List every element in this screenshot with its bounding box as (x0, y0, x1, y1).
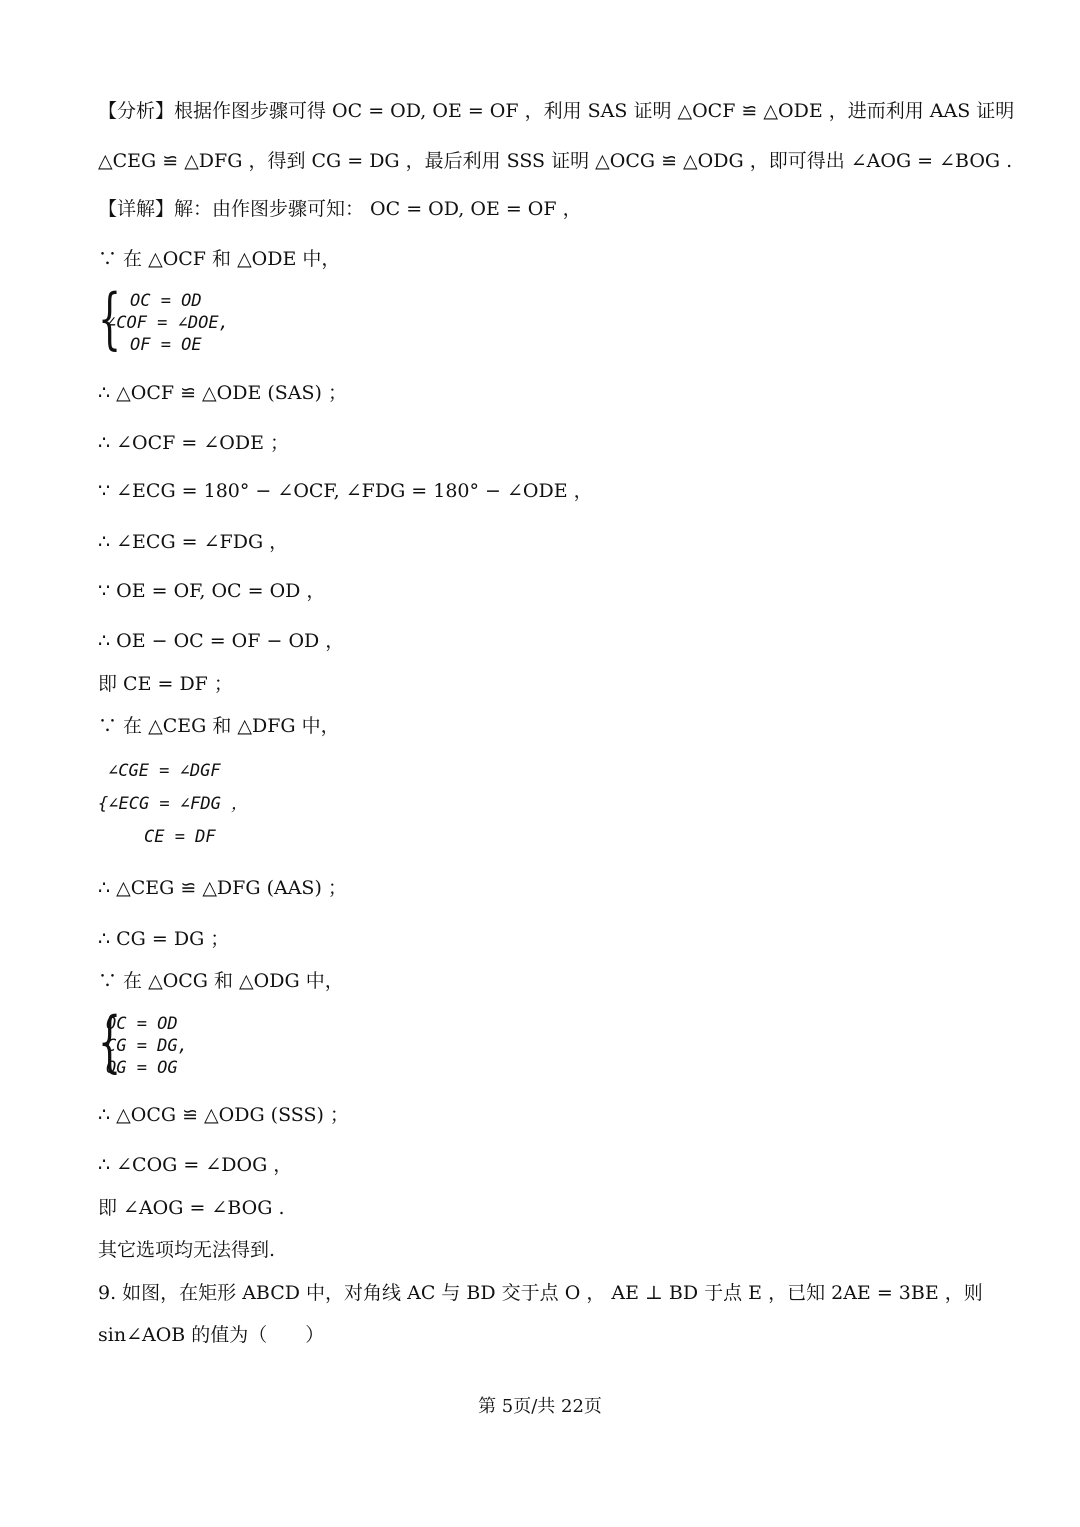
statement-15: 即 ∠AOG = ∠BOG . (98, 1197, 285, 1219)
system-row: OC = OD (106, 1014, 178, 1034)
equation-system-1 (98, 280, 298, 360)
detail-intro: 【详解】解：由作图步骤可知： OC = OD, OE = OF ， (98, 198, 582, 220)
statement-16: 其它选项均无法得到. (98, 1239, 276, 1261)
question-9-line-1: 9. 如图，在矩形 ABCD 中，对角线 AC 与 BD 交于点 O ， AE ⊥ BD 于点 E ，已知 2AE = 3BE ，则 (98, 1282, 983, 1304)
system-row: {∠ECG = ∠FDG ， (98, 794, 249, 814)
equation-system-3 (98, 1003, 298, 1083)
statement-8: 即 CE = DF ； (98, 673, 233, 695)
statement-5: ∴ ∠ECG = ∠FDG ， (98, 531, 289, 553)
statement-4: ∵ ∠ECG = 180° − ∠OCF, ∠FDG = 180° − ∠ODE ， (98, 480, 593, 502)
left-brace: { (98, 280, 122, 357)
left-brace: { (98, 1003, 122, 1080)
statement-10: ∴ △CEG ≌ △DFG (AAS) ； (98, 877, 347, 899)
analysis-line-1: 【分析】根据作图步骤可得 OC = OD, OE = OF ，利用 SAS 证明 △OCF ≌ △ODE ，进而利用 AAS 证明 (98, 100, 1015, 122)
system-row: ∠COF = ∠DOE, (106, 313, 229, 333)
statement-6: ∵ OE = OF, OC = OD ， (98, 580, 326, 602)
system-row: CG = DG, (106, 1036, 188, 1056)
statement-3: ∴ ∠OCF = ∠ODE ； (98, 432, 289, 454)
statement-2: ∴ △OCF ≌ △ODE (SAS) ； (98, 382, 347, 404)
system-row: CE = DF (144, 827, 216, 847)
equation-system-2 (98, 758, 358, 858)
statement-13: ∴ △OCG ≌ △ODG (SSS) ； (98, 1104, 349, 1126)
statement-9: ∵ 在 △CEG 和 △DFG 中， (98, 715, 340, 737)
system-row: OC = OD (130, 291, 202, 311)
statement-7: ∴ OE − OC = OF − OD ， (98, 630, 345, 652)
system-row: OG = OG (106, 1058, 178, 1078)
question-9-line-2: sin∠AOB 的值为（ ） (98, 1324, 325, 1346)
system-row: ∠CGE = ∠DGF (108, 761, 221, 781)
statement-11: ∴ CG = DG ； (98, 928, 230, 950)
system-row: OF = OE (130, 335, 202, 355)
statement-12: ∵ 在 △OCG 和 △ODG 中， (98, 970, 344, 992)
statement-14: ∴ ∠COG = ∠DOG ， (98, 1154, 293, 1176)
analysis-line-2: △CEG ≌ △DFG ，得到 CG = DG ，最后利用 SSS 证明 △OCG ≌ △ODG ，即可得出 ∠AOG = ∠BOG . (98, 150, 1013, 172)
statement-1: ∵ 在 △OCF 和 △ODE 中， (98, 248, 341, 270)
page-footer: 第 5页/共 22页 (478, 1396, 602, 1417)
